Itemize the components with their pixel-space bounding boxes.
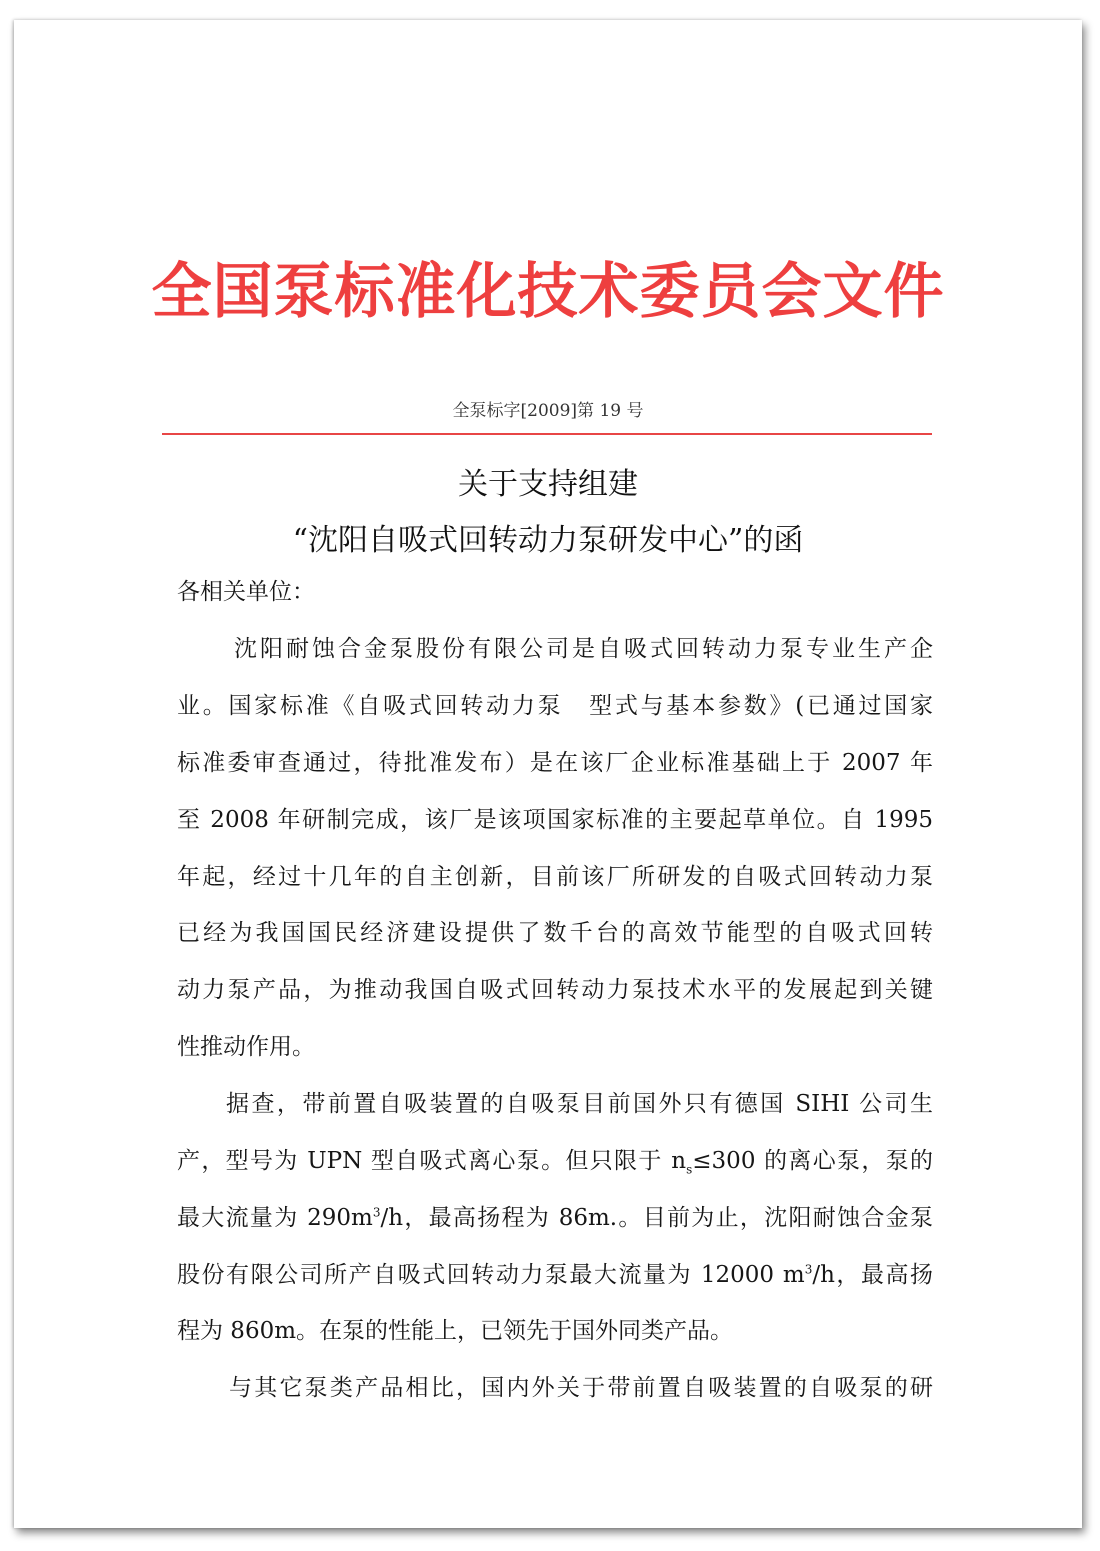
text-run: /h，最高扬程为 86m.。目前为止，沈阳耐蚀合金泵 xyxy=(380,1205,933,1231)
superscript: 3 xyxy=(804,1262,813,1277)
letterhead-title: 全国泵标准化技术委员会文件 xyxy=(151,257,945,327)
paragraph-2-line: 程为 860m。在泵的性能上，已领先于国外同类产品。 xyxy=(177,1318,734,1344)
paragraph-1-line: 沈阳耐蚀合金泵股份有限公司是自吸式回转动力泵专业生产企 xyxy=(234,636,933,662)
subscript: s xyxy=(686,1162,693,1177)
paragraph-2-line xyxy=(177,1203,933,1233)
document-number: 全泵标字[2009]第 19 号 xyxy=(452,401,644,421)
paragraph-1-line: 至 2008 年研制完成，该厂是该项国家标准的主要起草单位。自 1995 xyxy=(177,807,933,833)
document-title-line-2: “沈阳自吸式回转动力泵研发中心”的函 xyxy=(292,523,804,558)
text-run: ≤300 的离心泵，泵的 xyxy=(692,1148,933,1174)
red-divider xyxy=(162,433,932,435)
text-run: 产，型号为 UPN 型自吸式离心泵。但只限于 n xyxy=(177,1148,687,1174)
paragraph-1-line: 动力泵产品，为推动我国自吸式回转动力泵技术水平的发展起到关键 xyxy=(177,977,933,1003)
paragraph-2-line xyxy=(177,1146,933,1176)
paragraph-1-line: 年起，经过十几年的自主创新，目前该厂所研发的自吸式回转动力泵 xyxy=(177,864,933,890)
paragraph-3-line: 与其它泵类产品相比，国内外关于带前置自吸装置的自吸泵的研 xyxy=(229,1375,933,1401)
salutation: 各相关单位： xyxy=(177,579,315,605)
paragraph-2-line xyxy=(177,1260,933,1290)
paragraph-2-line: 据查，带前置自吸装置的自吸泵目前国外只有德国 SIHI 公司生 xyxy=(226,1091,933,1117)
text-run: /h，最高扬 xyxy=(812,1262,933,1288)
paragraph-1-line: 业。国家标准《自吸式回转动力泵 型式与基本参数》(已通过国家 xyxy=(177,693,933,719)
paragraph-1-line: 性推动作用。 xyxy=(177,1034,315,1060)
document-page xyxy=(14,20,1082,1528)
document-title-line-1: 关于支持组建 xyxy=(458,467,638,502)
superscript: 3 xyxy=(372,1205,381,1220)
paragraph-1-line: 标准委审查通过，待批准发布）是在该厂企业标准基础上于 2007 年 xyxy=(177,750,933,776)
paragraph-1-line: 已经为我国国民经济建设提供了数千台的高效节能型的自吸式回转 xyxy=(177,920,933,946)
text-run: 股份有限公司所产自吸式回转动力泵最大流量为 12000 m xyxy=(177,1262,805,1288)
text-run: 最大流量为 290m xyxy=(177,1205,373,1231)
